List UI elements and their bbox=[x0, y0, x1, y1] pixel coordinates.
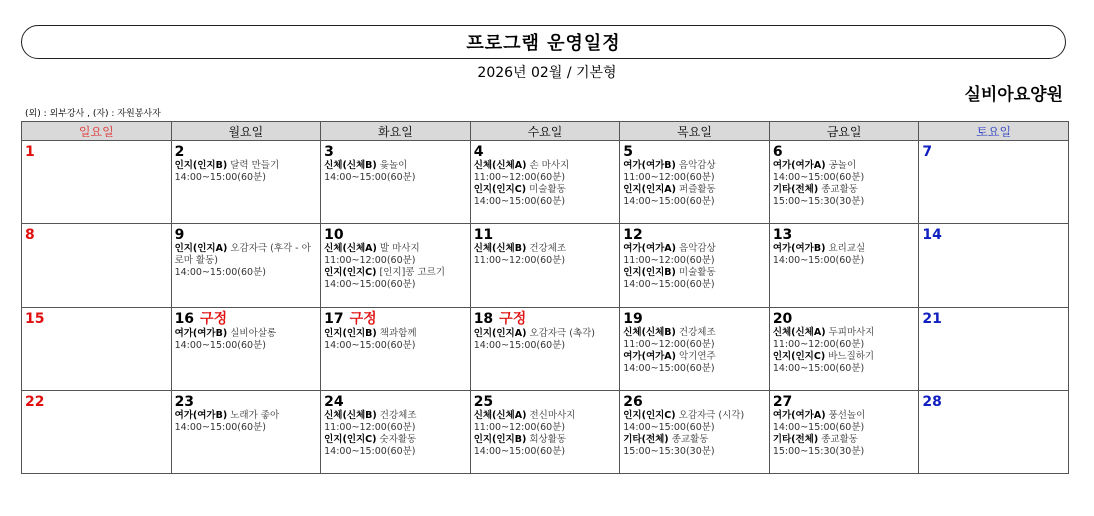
day-number: 16 bbox=[174, 310, 195, 327]
program-time: 14:00~15:00(60분) bbox=[623, 279, 715, 291]
program-entry bbox=[474, 328, 617, 340]
program-name: 오감자극 (후각 - 아로마 활동) bbox=[174, 243, 311, 267]
program-entry bbox=[324, 243, 467, 255]
day-number: 22 bbox=[25, 393, 45, 410]
day-header bbox=[175, 224, 318, 243]
program-category: 신체(신체B) bbox=[324, 409, 377, 421]
program-time: 14:00~15:00(60분) bbox=[623, 362, 715, 374]
program-category: 인지(인지C) bbox=[324, 433, 377, 445]
day-header bbox=[474, 308, 617, 328]
day-cell bbox=[919, 390, 1069, 473]
day-cell bbox=[620, 307, 770, 390]
weekday-wednesday: 수요일 bbox=[470, 122, 620, 141]
program-entry bbox=[623, 184, 766, 196]
program-category: 인지(인지B) bbox=[174, 160, 228, 171]
program-category: 인지(인지C) bbox=[623, 409, 676, 421]
day-cell bbox=[171, 224, 321, 307]
program-name: 두피마사지 bbox=[828, 326, 875, 338]
program-entry bbox=[175, 410, 318, 422]
program-name: 노래가 좋아 bbox=[230, 409, 280, 421]
program-time: 14:00~15:00(60분) bbox=[174, 267, 266, 279]
program-category: 기타(전체) bbox=[623, 433, 669, 445]
day-number: 21 bbox=[922, 310, 942, 327]
day-header bbox=[773, 141, 916, 160]
day-number: 28 bbox=[922, 393, 942, 410]
program-entry bbox=[623, 351, 766, 363]
program-name: 종교활동 bbox=[821, 433, 858, 445]
day-cell bbox=[620, 141, 770, 224]
program-time: 11:00~12:00(60분) bbox=[473, 421, 566, 433]
program-name: 손 마사지 bbox=[529, 160, 570, 171]
day-cell bbox=[470, 224, 620, 307]
weekday-saturday: 토요일 bbox=[919, 122, 1069, 141]
program-entry bbox=[623, 434, 766, 446]
day-header bbox=[474, 141, 617, 160]
program-name: 실비아살롱 bbox=[230, 327, 277, 339]
program-entry bbox=[623, 160, 766, 172]
program-time: 11:00~12:00(60분) bbox=[324, 421, 416, 433]
program-time: 11:00~12:00(60분) bbox=[623, 172, 715, 183]
program-name: 윷놀이 bbox=[379, 160, 408, 171]
day-number: 7 bbox=[922, 144, 933, 160]
day-number: 24 bbox=[324, 393, 344, 410]
day-header bbox=[474, 391, 617, 410]
weekday-thursday: 목요일 bbox=[620, 122, 770, 141]
program-entry bbox=[773, 243, 916, 255]
day-number: 4 bbox=[473, 144, 484, 160]
program-name: 오감자극 (시각) bbox=[678, 409, 745, 421]
day-header bbox=[474, 224, 617, 243]
weekday-monday: 월요일 bbox=[171, 122, 321, 141]
program-name: 건강체조 bbox=[529, 243, 567, 255]
program-name: 종교활동 bbox=[671, 433, 709, 445]
day-header bbox=[623, 308, 766, 327]
program-time: 14:00~15:00(60분) bbox=[623, 421, 715, 433]
program-time: 15:00~15:30(30분) bbox=[623, 445, 715, 457]
day-header bbox=[773, 391, 916, 410]
program-entry bbox=[324, 434, 467, 446]
program-name: 건강체조 bbox=[678, 326, 716, 338]
day-number: 1 bbox=[25, 144, 35, 160]
day-number: 2 bbox=[174, 144, 185, 160]
day-number: 11 bbox=[473, 227, 494, 244]
program-name: 오감자극 (촉각) bbox=[529, 327, 595, 339]
program-name: 달력 만들기 bbox=[230, 160, 280, 171]
day-header bbox=[324, 391, 467, 410]
day-header bbox=[623, 141, 766, 160]
program-time: 11:00~12:00(60분) bbox=[324, 255, 416, 267]
program-entry bbox=[623, 327, 766, 339]
day-number: 26 bbox=[623, 393, 643, 410]
program-time: 14:00~15:00(60분) bbox=[324, 172, 416, 183]
day-cell bbox=[321, 390, 471, 473]
program-time: 14:00~15:00(60분) bbox=[772, 255, 865, 267]
program-category: 신체(신체A) bbox=[772, 326, 826, 338]
day-number: 25 bbox=[473, 393, 494, 410]
day-number: 9 bbox=[174, 227, 185, 244]
week-row bbox=[22, 390, 1069, 473]
program-entry bbox=[773, 184, 916, 196]
day-header bbox=[25, 141, 168, 160]
program-category: 여가(여가B) bbox=[174, 327, 228, 339]
program-name: 풍선놀이 bbox=[828, 409, 866, 421]
day-number: 14 bbox=[922, 227, 942, 244]
program-category: 신체(신체A) bbox=[324, 243, 377, 255]
day-header bbox=[623, 391, 766, 410]
program-entry bbox=[623, 410, 766, 422]
program-name: 종교활동 bbox=[821, 184, 858, 195]
program-category: 인지(인지B) bbox=[473, 433, 527, 445]
day-header bbox=[175, 141, 318, 160]
holiday-label: 구정 bbox=[200, 310, 228, 327]
day-cell bbox=[470, 390, 620, 473]
program-time: 14:00~15:00(60분) bbox=[324, 279, 416, 291]
day-header bbox=[922, 308, 1065, 327]
day-number: 23 bbox=[174, 393, 195, 410]
day-cell bbox=[919, 307, 1069, 390]
day-cell bbox=[919, 224, 1069, 307]
program-entry bbox=[623, 267, 766, 279]
day-number: 19 bbox=[623, 310, 643, 327]
day-header bbox=[922, 141, 1065, 160]
program-time: 11:00~12:00(60분) bbox=[473, 255, 566, 267]
day-cell bbox=[470, 141, 620, 224]
program-entry bbox=[474, 184, 617, 196]
day-number: 15 bbox=[25, 310, 45, 327]
program-name: [인지]콩 고르기 bbox=[379, 267, 446, 279]
program-name: 숫자활동 bbox=[379, 433, 417, 445]
program-category: 인지(인지A) bbox=[174, 243, 228, 255]
calendar-body bbox=[22, 141, 1069, 474]
day-cell bbox=[321, 141, 471, 224]
day-cell bbox=[321, 224, 471, 307]
program-category: 여가(여가B) bbox=[174, 409, 228, 421]
week-row bbox=[22, 141, 1069, 224]
holiday-label: 구정 bbox=[499, 310, 527, 327]
program-entry bbox=[773, 160, 916, 172]
day-cell bbox=[22, 390, 172, 473]
program-name: 악기연주 bbox=[679, 350, 716, 362]
day-number: 13 bbox=[772, 227, 793, 244]
day-cell bbox=[769, 390, 919, 473]
day-cell bbox=[620, 224, 770, 307]
day-header bbox=[324, 308, 467, 328]
program-category: 인지(인지A) bbox=[623, 184, 676, 195]
program-time: 14:00~15:00(60분) bbox=[324, 339, 416, 351]
program-time: 11:00~12:00(60분) bbox=[623, 338, 715, 350]
program-category: 신체(신체B) bbox=[324, 160, 377, 171]
calendar-table bbox=[21, 121, 1069, 474]
day-cell bbox=[620, 390, 770, 473]
program-name: 미술활동 bbox=[529, 184, 566, 195]
program-category: 기타(전체) bbox=[772, 433, 819, 445]
program-time: 14:00~15:00(60분) bbox=[473, 445, 566, 457]
program-category: 기타(전체) bbox=[772, 184, 819, 195]
day-number: 8 bbox=[25, 227, 35, 244]
program-time: 11:00~12:00(60분) bbox=[473, 172, 566, 183]
program-name: 전신마사지 bbox=[529, 409, 576, 421]
day-header bbox=[773, 224, 916, 243]
legend-note: (외) : 외부강사 , (자) : 자원봉사자 bbox=[25, 109, 161, 119]
weekday-friday: 금요일 bbox=[769, 122, 919, 141]
day-header bbox=[25, 391, 168, 410]
program-time: 14:00~15:00(60분) bbox=[174, 172, 266, 183]
program-time: 14:00~15:00(60분) bbox=[174, 421, 266, 433]
program-entry bbox=[324, 267, 467, 279]
day-header bbox=[25, 308, 168, 327]
program-time: 14:00~15:00(60분) bbox=[623, 196, 715, 207]
day-header bbox=[324, 141, 467, 160]
program-time: 14:00~15:00(60분) bbox=[772, 362, 865, 374]
day-cell bbox=[919, 141, 1069, 224]
day-cell bbox=[22, 224, 172, 307]
program-category: 여가(여가B) bbox=[623, 160, 676, 171]
program-category: 인지(인지C) bbox=[772, 350, 826, 362]
program-time: 14:00~15:00(60분) bbox=[473, 196, 566, 207]
weekday-header-row bbox=[22, 122, 1069, 141]
program-entry bbox=[773, 434, 916, 446]
day-number: 12 bbox=[623, 227, 643, 244]
program-category: 신체(신체A) bbox=[473, 160, 527, 171]
day-header bbox=[773, 308, 916, 327]
title-box bbox=[21, 25, 1066, 59]
program-name: 요리교실 bbox=[828, 243, 866, 255]
weekday-sunday: 일요일 bbox=[22, 122, 172, 141]
program-time: 14:00~15:00(60분) bbox=[473, 339, 566, 351]
program-entry bbox=[773, 351, 916, 363]
day-header bbox=[175, 308, 318, 328]
day-number: 17 bbox=[324, 310, 344, 327]
program-entry bbox=[324, 410, 467, 422]
day-header bbox=[175, 391, 318, 410]
day-header bbox=[922, 224, 1065, 243]
program-time: 11:00~12:00(60분) bbox=[772, 338, 865, 350]
day-number: 20 bbox=[772, 310, 793, 327]
program-category: 신체(신체B) bbox=[473, 243, 527, 255]
weekday-tuesday: 화요일 bbox=[321, 122, 471, 141]
day-cell bbox=[171, 141, 321, 224]
program-time: 14:00~15:00(60분) bbox=[174, 339, 266, 351]
program-entry bbox=[773, 327, 916, 339]
program-time: 15:00~15:30(30분) bbox=[772, 445, 865, 457]
program-category: 인지(인지A) bbox=[473, 327, 527, 339]
day-cell bbox=[321, 307, 471, 390]
program-category: 인지(인지C) bbox=[473, 184, 527, 195]
day-number: 10 bbox=[324, 227, 344, 244]
program-category: 인지(인지B) bbox=[623, 267, 676, 279]
program-entry bbox=[175, 160, 318, 172]
program-name: 발 마사지 bbox=[379, 243, 420, 255]
page-title: 프로그램 운영일정 bbox=[466, 33, 621, 54]
program-time: 14:00~15:00(60분) bbox=[772, 172, 865, 183]
program-category: 여가(여가B) bbox=[772, 243, 826, 255]
program-name: 음악감상 bbox=[679, 243, 716, 255]
program-entry bbox=[175, 243, 318, 267]
program-time: 14:00~15:00(60분) bbox=[324, 445, 416, 457]
program-category: 신체(신체A) bbox=[473, 409, 527, 421]
program-category: 인지(인지B) bbox=[324, 327, 377, 339]
program-name: 공놀이 bbox=[828, 160, 857, 171]
day-number: 18 bbox=[473, 310, 494, 327]
day-cell bbox=[470, 307, 620, 390]
day-header bbox=[922, 391, 1065, 410]
program-entry bbox=[773, 410, 916, 422]
program-entry bbox=[175, 328, 318, 340]
day-header bbox=[324, 224, 467, 243]
program-entry bbox=[474, 160, 617, 172]
day-cell bbox=[171, 390, 321, 473]
day-number: 3 bbox=[324, 144, 334, 160]
program-name: 책과함께 bbox=[379, 327, 417, 339]
day-cell bbox=[769, 224, 919, 307]
program-time: 14:00~15:00(60분) bbox=[772, 421, 865, 433]
day-header bbox=[623, 224, 766, 243]
program-entry bbox=[324, 160, 467, 172]
day-cell bbox=[769, 307, 919, 390]
program-name: 퍼즐활동 bbox=[679, 184, 716, 195]
program-category: 여가(여가A) bbox=[772, 160, 826, 171]
program-entry bbox=[474, 410, 617, 422]
program-category: 여가(여가A) bbox=[772, 409, 826, 421]
day-cell bbox=[22, 307, 172, 390]
program-time: 11:00~12:00(60분) bbox=[623, 255, 715, 267]
page-subtitle: 2026년 02월 / 기본형 bbox=[477, 65, 617, 81]
day-number: 5 bbox=[623, 144, 633, 160]
program-category: 인지(인지C) bbox=[324, 267, 377, 279]
week-row bbox=[22, 307, 1069, 390]
holiday-label: 구정 bbox=[349, 310, 377, 327]
day-cell bbox=[769, 141, 919, 224]
day-number: 6 bbox=[772, 144, 783, 160]
day-number: 27 bbox=[772, 393, 793, 410]
program-name: 회상활동 bbox=[529, 433, 567, 445]
program-name: 음악감상 bbox=[678, 160, 716, 171]
program-entry bbox=[324, 328, 467, 340]
program-category: 여가(여가A) bbox=[623, 243, 676, 255]
organization-name: 실비아요양원 bbox=[964, 85, 1063, 105]
day-header bbox=[25, 224, 168, 243]
program-category: 신체(신체B) bbox=[623, 326, 676, 338]
program-name: 건강체조 bbox=[379, 409, 417, 421]
program-category: 여가(여가A) bbox=[623, 350, 676, 362]
program-entry bbox=[623, 243, 766, 255]
program-time: 15:00~15:30(30분) bbox=[772, 196, 865, 207]
program-name: 미술활동 bbox=[678, 267, 716, 279]
day-cell bbox=[22, 141, 172, 224]
week-row bbox=[22, 224, 1069, 307]
program-entry bbox=[474, 243, 617, 255]
program-name: 바느질하기 bbox=[828, 350, 875, 362]
day-cell bbox=[171, 307, 321, 390]
program-entry bbox=[474, 434, 617, 446]
